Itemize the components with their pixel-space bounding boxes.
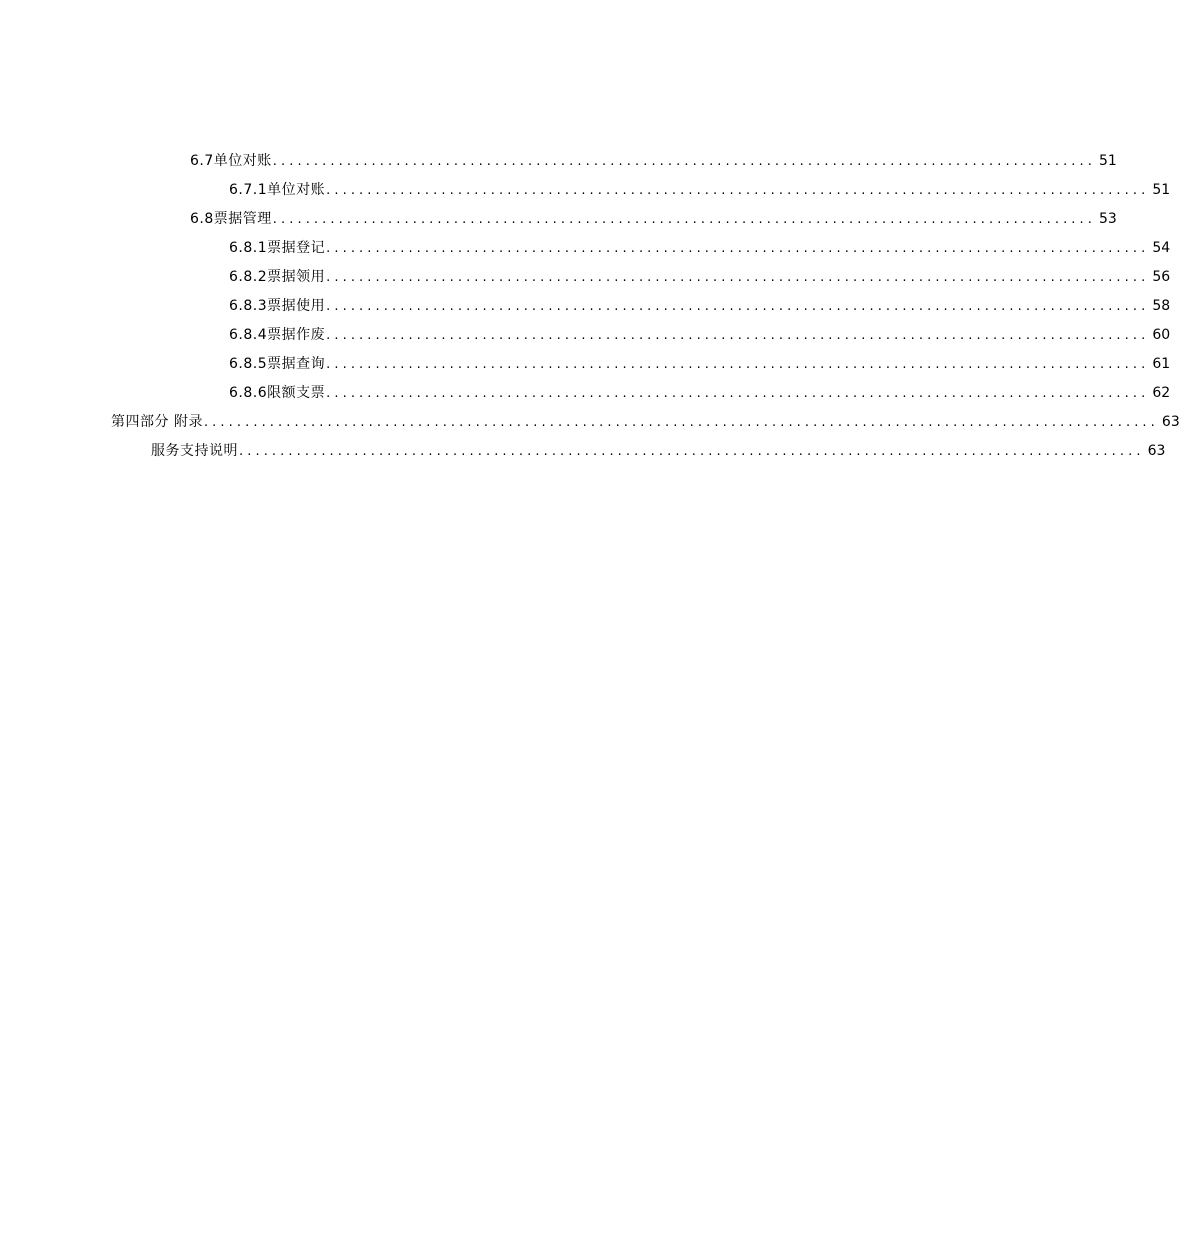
toc-dot-leader: ....................................................................................................: [272, 212, 1096, 227]
toc-entry-6-8-2[interactable]: [0, 266, 1171, 295]
toc-entry-title: 6.8.4票据作废: [229, 327, 326, 343]
toc-entry-title: 6.8.2票据领用: [229, 269, 326, 285]
toc-dot-leader: ....................................................................................................: [326, 386, 1150, 401]
toc-entry-title: 第四部分 附录: [111, 414, 203, 430]
toc-entry-6-8-4[interactable]: [0, 324, 1171, 353]
toc-page-number: 54: [1152, 240, 1171, 256]
toc-dot-leader: ....................................................................................................: [326, 241, 1150, 256]
toc-dot-leader: ....................................................................................................: [326, 328, 1150, 343]
toc-page-number: 63: [1147, 443, 1166, 459]
toc-entry-6-8-5[interactable]: [0, 353, 1171, 382]
toc-page-number: 60: [1152, 327, 1171, 343]
toc-page-number: 61: [1152, 356, 1171, 372]
toc-entry-title: 6.8.3票据使用: [229, 298, 326, 314]
toc-entry-title: 6.7单位对账: [190, 153, 272, 169]
toc-dot-leader: ....................................................................................................: [326, 270, 1150, 285]
toc-page-number: 51: [1099, 153, 1117, 169]
toc-page-number: 62: [1152, 385, 1171, 401]
toc-page-number: 53: [1099, 211, 1117, 227]
toc-dot-leader: ....................................................................................................: [272, 154, 1096, 169]
toc-dot-leader: ....................................................................................................................: [203, 415, 1159, 430]
toc-entry-title: 6.8票据管理: [190, 211, 272, 227]
toc-entry-title: 6.7.1单位对账: [229, 182, 326, 198]
toc-entry-title: 6.8.6限额支票: [229, 385, 326, 401]
toc-entry-title: 6.8.5票据查询: [229, 356, 326, 372]
table-of-contents: [0, 150, 1180, 469]
toc-entry-6-8-3[interactable]: [0, 295, 1171, 324]
toc-page-number: 63: [1161, 414, 1180, 430]
toc-dot-leader: ..............................................................................................................: [239, 444, 1145, 459]
toc-entry-6-8[interactable]: [0, 208, 1117, 237]
toc-dot-leader: ....................................................................................................: [326, 357, 1150, 372]
toc-entry-6-8-1[interactable]: [0, 237, 1171, 266]
toc-page-number: 56: [1152, 269, 1171, 285]
toc-entry-title: 服务支持说明: [151, 443, 238, 459]
toc-dot-leader: ....................................................................................................: [326, 183, 1150, 198]
toc-entry-6-7-1[interactable]: [0, 179, 1171, 208]
toc-entry-title: 6.8.1票据登记: [229, 240, 326, 256]
toc-page-number: 51: [1152, 182, 1171, 198]
toc-entry-6-8-6[interactable]: [0, 382, 1171, 411]
toc-entry-service-support[interactable]: [0, 440, 1166, 469]
toc-page-number: 58: [1152, 298, 1171, 314]
toc-dot-leader: ....................................................................................................: [326, 299, 1150, 314]
toc-entry-6-7[interactable]: [0, 150, 1117, 179]
toc-entry-part-4-appendix[interactable]: [0, 411, 1180, 440]
